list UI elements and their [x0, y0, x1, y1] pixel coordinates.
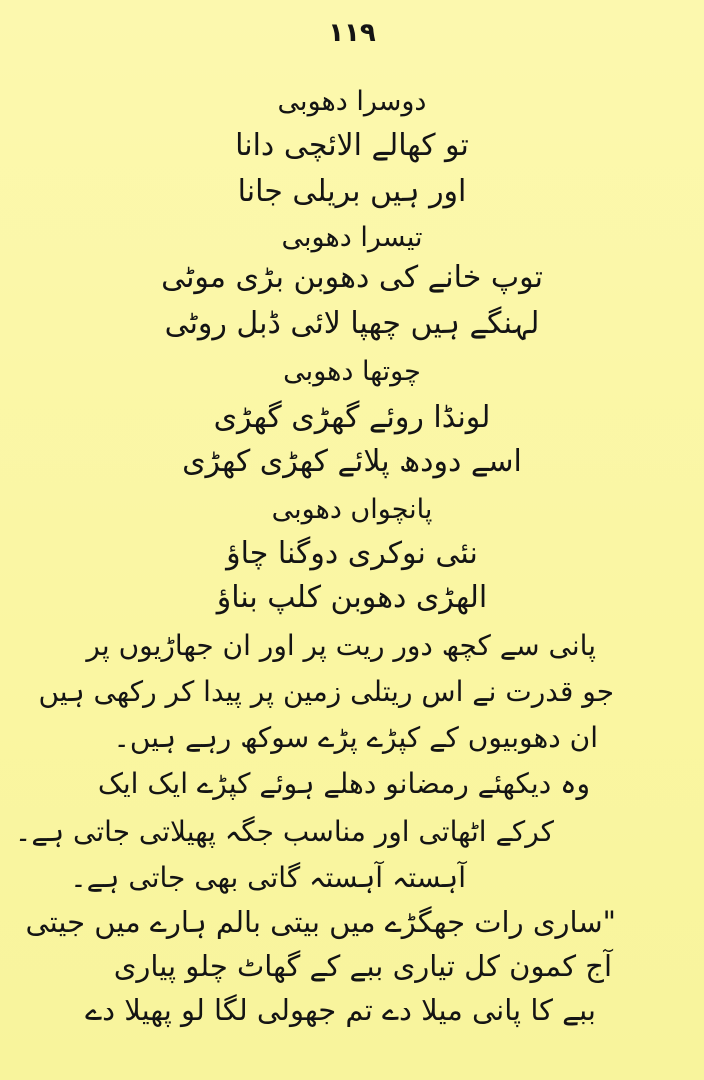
prose-line: پانی سے کچھ دور ریت پر اور ان جھاڑیوں پر [86, 629, 596, 662]
verse-line: نئی نوکری دوگنا چاؤ [226, 536, 478, 571]
verse-line: اسے دودھ پلائے کھڑی کھڑی [182, 444, 522, 479]
verse-line: الھڑی دھوبن کلپ بناؤ [216, 580, 488, 615]
page-number: ۱۱۹ [328, 18, 376, 48]
verse-line: تو کھالے الائچی دانا [235, 128, 469, 163]
verse-line: لونڈا روئے گھڑی گھڑی [213, 400, 491, 435]
verse-line: اور ہیں بریلی جانا [237, 174, 467, 209]
verse-line: لہنگے ہیں چھپا لائی ڈبل روٹی [164, 306, 540, 341]
final-verse-line: "ساری رات جھگڑے میں بیتی بالم ہارے میں جیتی [25, 905, 616, 939]
prose-line: وہ دیکھئے رمضانو دھلے ہوئے کپڑے ایک ایک [97, 767, 590, 800]
prose-line: آہستہ آہستہ گاتی بھی جاتی ہے۔ [70, 861, 466, 894]
prose-line: ان دھوبیوں کے کپڑے پڑے سوکھ رہے ہیں۔ [113, 721, 598, 754]
prose-line: کرکے اٹھاتی اور مناسب جگہ پھیلاتی جاتی ہے۔ [14, 815, 554, 848]
verse-heading-fifth-washerman: پانچواں دھوبی [271, 494, 433, 525]
prose-line: جو قدرت نے اس ریتلی زمین پر پیدا کر رکھی ہیں [38, 675, 614, 708]
final-verse-line: آج کمون کل تیاری ببے کے گھاٹ چلو پیاری [113, 949, 612, 983]
verse-heading-fourth-washerman: چوتھا دھوبی [283, 356, 421, 387]
verse-heading-third-washerman: تیسرا دھوبی [281, 222, 423, 253]
verse-heading-second-washerman: دوسرا دھوبی [277, 86, 427, 117]
verse-line: توپ خانے کی دھوبن بڑی موٹی [161, 260, 543, 295]
final-verse-line: ببے کا پانی میلا دے تم جھولی لگا لو پھیلا دے [85, 993, 596, 1027]
